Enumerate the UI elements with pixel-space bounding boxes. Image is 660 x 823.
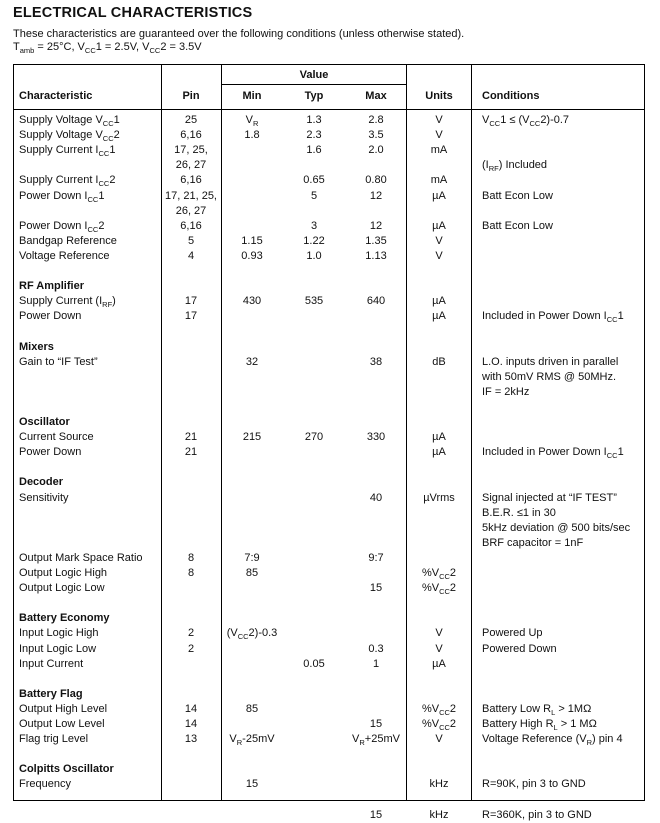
cell-conditions: R=90K, pin 3 to GND bbox=[482, 778, 586, 791]
cell-conditions: Voltage Reference $(V_R)$ pin 4 bbox=[482, 733, 623, 748]
header-min: Min bbox=[242, 90, 262, 102]
cell-conditions: L.O. inputs driven in parallel bbox=[482, 355, 619, 368]
cell-pin: 14 bbox=[184, 702, 198, 715]
cell-characteristic: Input Logic Low bbox=[19, 642, 97, 655]
cell-typ: 2.3 bbox=[306, 129, 322, 142]
cell-typ: 5 bbox=[310, 189, 318, 202]
cell-pin: 21 bbox=[184, 446, 198, 459]
cell-pin: 13 bbox=[184, 733, 198, 746]
divider-col-pin bbox=[221, 65, 222, 801]
cell-characteristic: Input Current bbox=[19, 657, 84, 670]
cell-characteristic: Power Down $I_{CC}2$ bbox=[19, 219, 105, 234]
cell-max: 640 bbox=[366, 295, 386, 308]
cell-units: µA bbox=[432, 431, 446, 444]
cell-characteristic: Power Down $I_{CC}1$ bbox=[19, 189, 105, 204]
cell-typ: 0.65 bbox=[303, 174, 325, 187]
cell-characteristic: Flag trig Level bbox=[19, 733, 89, 746]
cell-min: $V_R-25mV$ bbox=[229, 733, 275, 748]
cell-typ: 1.3 bbox=[306, 114, 322, 126]
cell-max: 15 bbox=[369, 808, 383, 821]
cell-characteristic: Supply Current $I_{CC}1$ bbox=[19, 144, 116, 159]
cell-characteristic: Supply Voltage $V_{CC}1$ bbox=[19, 114, 120, 128]
cell-typ: 270 bbox=[304, 431, 324, 444]
cell-pin: 26, 27 bbox=[175, 204, 207, 217]
cell-units: V bbox=[435, 129, 443, 142]
cell-pin: 21 bbox=[184, 431, 198, 444]
cell-conditions: Batt Econ Low bbox=[482, 189, 553, 202]
cell-pin: 5 bbox=[187, 234, 195, 247]
cell-units: dB bbox=[432, 355, 446, 368]
cell-units: µA bbox=[432, 657, 446, 670]
cell-pin: 17, 21, 25, bbox=[165, 189, 217, 202]
cell-max: 0.80 bbox=[365, 174, 387, 187]
cell-characteristic: Input Logic High bbox=[19, 627, 99, 640]
divider-col-value bbox=[406, 65, 407, 801]
cell-characteristic: Supply Current $(I_{RF})$ bbox=[19, 295, 116, 310]
cell-units: µA bbox=[432, 446, 446, 459]
section-title: Decoder bbox=[19, 476, 64, 489]
section-title: RF Amplifier bbox=[19, 280, 84, 293]
cell-units: V bbox=[435, 733, 443, 746]
cell-min: 85 bbox=[245, 702, 259, 715]
cell-units: µA bbox=[432, 295, 446, 308]
cell-units: $\%V_{CC}2$ bbox=[421, 567, 457, 581]
cell-max: 15 bbox=[369, 718, 383, 730]
cell-conditions: IF = 2kHz bbox=[482, 385, 530, 398]
cell-min: $(V_{CC}2)-0.3$ bbox=[226, 627, 278, 642]
cell-conditions: Battery High $R_L > 1$ MΩ bbox=[482, 718, 597, 732]
cell-max: 9:7 bbox=[368, 551, 384, 564]
cell-characteristic: Output High Level bbox=[19, 702, 108, 715]
cell-pin: 8 bbox=[187, 551, 195, 564]
cell-units: mA bbox=[430, 144, 448, 157]
cell-pin: 6,16 bbox=[180, 174, 202, 187]
cell-typ: 1.6 bbox=[306, 144, 322, 157]
cell-conditions: Powered Down bbox=[482, 642, 557, 655]
cell-typ: 535 bbox=[304, 295, 324, 308]
cell-characteristic: Gain to “IF Test” bbox=[19, 355, 98, 368]
cell-min: 0.93 bbox=[241, 249, 263, 262]
cell-max: $V_R+25mV$ bbox=[352, 733, 400, 748]
cell-typ: 1.0 bbox=[306, 249, 322, 262]
cell-pin: 17, 25, bbox=[174, 144, 208, 157]
cell-max: 1.35 bbox=[365, 234, 387, 247]
cell-min: 215 bbox=[242, 431, 262, 444]
cell-characteristic: Output Mark Space Ratio bbox=[19, 551, 143, 564]
cell-units: V bbox=[435, 234, 443, 247]
cell-units: mA bbox=[430, 174, 448, 187]
cell-characteristic: Supply Voltage $V_{CC}2$ bbox=[19, 129, 120, 144]
section-title: Oscillator bbox=[19, 416, 70, 428]
cell-units: V bbox=[435, 627, 443, 640]
cell-conditions: with 50mV RMS @ 50MHz. bbox=[482, 370, 617, 383]
cell-conditions: R=360K, pin 3 to GND bbox=[482, 808, 592, 821]
intro-text bbox=[13, 28, 464, 54]
cell-min: 1.15 bbox=[241, 234, 263, 247]
cell-characteristic: Supply Current $I_{CC}2$ bbox=[19, 174, 116, 189]
cell-pin: 6,16 bbox=[180, 219, 202, 232]
cell-conditions: BRF capacitor = 1nF bbox=[482, 536, 584, 549]
cell-characteristic: Power Down bbox=[19, 446, 82, 459]
cell-characteristic: Sensitivity bbox=[19, 491, 69, 504]
cell-conditions: Powered Up bbox=[482, 627, 543, 640]
cell-pin: 2 bbox=[187, 642, 195, 655]
cell-pin: 26, 27 bbox=[175, 159, 207, 172]
cell-characteristic: Power Down bbox=[19, 310, 82, 323]
cell-characteristic: Bandgap Reference bbox=[19, 234, 117, 247]
cell-max: 40 bbox=[369, 491, 383, 504]
cell-units: $\%V_{CC}2$ bbox=[421, 582, 457, 597]
section-title: Colpitts Oscillator bbox=[19, 763, 114, 776]
section-title: Battery Economy bbox=[19, 612, 110, 625]
cell-max: 2.0 bbox=[368, 144, 384, 157]
cell-conditions: 5kHz deviation @ 500 bits/sec bbox=[482, 521, 631, 534]
cell-units: µVrms bbox=[423, 491, 455, 504]
cell-max: 330 bbox=[366, 431, 386, 444]
cell-min: 430 bbox=[242, 295, 262, 308]
cell-pin: 8 bbox=[187, 567, 195, 579]
cell-conditions: Included in Power Down $I_{CC}1$ bbox=[482, 446, 624, 461]
cell-units: $\%V_{CC}2$ bbox=[421, 702, 457, 717]
cell-units: V bbox=[435, 114, 443, 126]
cell-max: 2.8 bbox=[368, 114, 384, 126]
cell-max: 3.5 bbox=[368, 129, 384, 142]
cell-min: 7:9 bbox=[244, 551, 260, 564]
divider-value-group bbox=[221, 84, 406, 85]
cell-min: $V_R$ bbox=[245, 114, 259, 128]
cell-min: 15 bbox=[245, 778, 259, 791]
cell-conditions: Battery Low $R_L > 1M\Omega$ bbox=[482, 702, 592, 717]
header-typ: Typ bbox=[304, 90, 324, 102]
cell-characteristic: Current Source bbox=[19, 431, 94, 444]
header-value: Value bbox=[299, 69, 329, 81]
cell-max: 12 bbox=[369, 219, 383, 232]
cell-max: 38 bbox=[369, 355, 383, 368]
cell-typ: 1.22 bbox=[303, 234, 325, 247]
cell-max: 0.3 bbox=[368, 642, 384, 655]
divider-header bbox=[14, 109, 645, 110]
divider-col-units bbox=[471, 65, 472, 801]
cell-max: 1.13 bbox=[365, 249, 387, 262]
cell-characteristic: Output Logic Low bbox=[19, 582, 105, 595]
cell-units: kHz bbox=[429, 778, 449, 791]
header-units: Units bbox=[425, 90, 453, 102]
cell-characteristic: Output Logic High bbox=[19, 567, 108, 579]
cell-units: $\%V_{CC}2$ bbox=[421, 718, 457, 732]
section-title: Mixers bbox=[19, 340, 54, 353]
cell-units: µA bbox=[432, 189, 446, 202]
header-characteristic: Characteristic bbox=[19, 90, 93, 102]
cell-max: 1 bbox=[372, 657, 380, 670]
intro-line-2: $T_{amb} = 25^\circ C$, $V_{CC}1 = 2.5V$, $V_{CC}2 = 3.5V$ bbox=[13, 41, 202, 55]
cell-conditions: $(I_{RF})$ Included bbox=[482, 159, 548, 174]
cell-units: µA bbox=[432, 310, 446, 323]
cell-characteristic: Voltage Reference bbox=[19, 249, 110, 262]
cell-max: 12 bbox=[369, 189, 383, 202]
cell-conditions: Included in Power Down $I_{CC}1$ bbox=[482, 310, 624, 325]
cell-max: 15 bbox=[369, 582, 383, 595]
characteristics-table bbox=[13, 64, 645, 821]
cell-conditions: Batt Econ Low bbox=[482, 219, 553, 232]
header-max: Max bbox=[365, 90, 387, 102]
cell-pin: 17 bbox=[184, 310, 198, 323]
cell-min: 1.8 bbox=[244, 129, 260, 142]
cell-units: kHz bbox=[429, 808, 449, 821]
cell-conditions: Signal injected at “IF TEST” bbox=[482, 491, 617, 504]
cell-conditions: B.E.R. ≤1 in 30 bbox=[482, 506, 556, 519]
cell-pin: 17 bbox=[184, 295, 198, 308]
page-title: ELECTRICAL CHARACTERISTICS bbox=[13, 5, 253, 21]
cell-pin: 14 bbox=[184, 718, 198, 730]
cell-typ: 0.05 bbox=[303, 657, 325, 670]
cell-pin: 25 bbox=[184, 114, 198, 126]
cell-pin: 4 bbox=[187, 249, 195, 262]
cell-pin: 6,16 bbox=[180, 129, 202, 142]
divider-col-char bbox=[161, 65, 162, 801]
intro-line-1: These characteristics are guaranteed over the following conditions (unless otherwise stated). bbox=[13, 28, 465, 40]
cell-characteristic: Frequency bbox=[19, 778, 71, 791]
section-title: Battery Flag bbox=[19, 687, 83, 700]
cell-min: 85 bbox=[245, 567, 259, 579]
cell-typ: 3 bbox=[310, 219, 318, 232]
cell-pin: 2 bbox=[187, 627, 195, 640]
cell-characteristic: Output Low Level bbox=[19, 718, 105, 730]
header-pin: Pin bbox=[182, 90, 200, 102]
cell-units: V bbox=[435, 249, 443, 262]
cell-units: V bbox=[435, 642, 443, 655]
cell-min: 32 bbox=[245, 355, 259, 368]
header-conditions: Conditions bbox=[482, 90, 540, 102]
cell-units: µA bbox=[432, 219, 446, 232]
cell-conditions: $V_{CC}1 \le (V_{CC}2)-0.7$ bbox=[482, 114, 570, 128]
